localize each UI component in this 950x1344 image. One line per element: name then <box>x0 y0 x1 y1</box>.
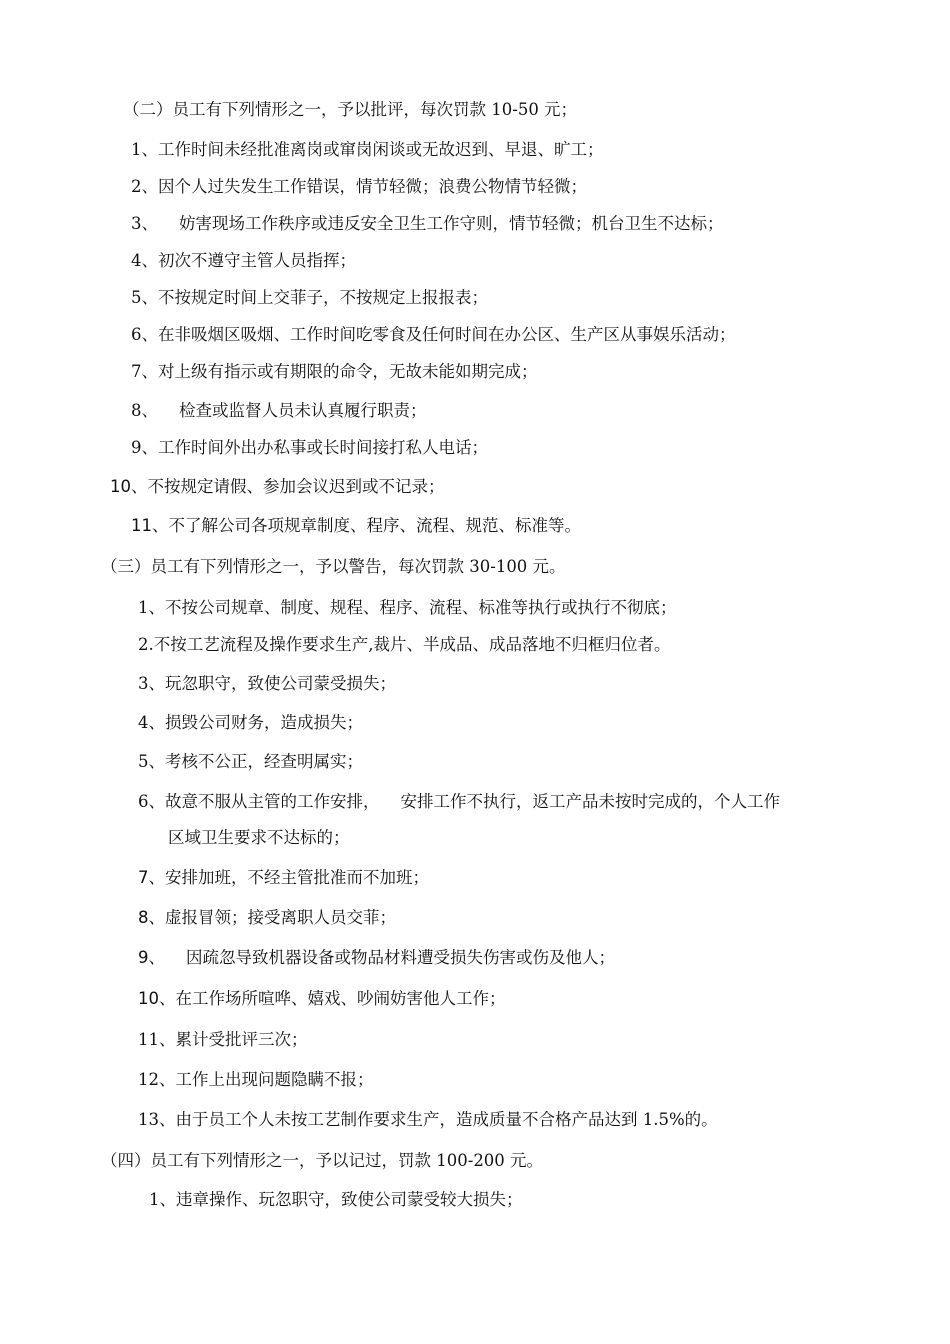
list-item: 11、不了解公司各项规章制度、程序、流程、规范、标准等。 <box>131 516 581 535</box>
section-heading-3: （三）员工有下列情形之一，予以警告，每次罚款 30-100 元。 <box>101 557 566 576</box>
list-item: 1、违章操作、玩忽职守，致使公司蒙受较大损失； <box>149 1190 523 1209</box>
list-item: 8、虚报冒领；接受离职人员交菲； <box>138 908 396 927</box>
list-item: 11、累计受批评三次； <box>138 1030 308 1049</box>
list-item: 10、不按规定请假、参加会议迟到或不记录； <box>110 477 445 496</box>
list-item: 6、故意不服从主管的工作安排， 安排工作不执行，返工产品未按时完成的，个人工作 <box>138 792 780 811</box>
list-item: 1、不按公司规章、制度、规程、程序、流程、标准等执行或执行不彻底； <box>138 598 677 617</box>
list-item-continuation: 区域卫生要求不达标的； <box>168 828 350 847</box>
list-item: 9、工作时间外出办私事或长时间接打私人电话； <box>131 438 488 457</box>
list-item: 5、不按规定时间上交菲子，不按规定上报报表； <box>131 288 488 307</box>
list-item: 7、安排加班，不经主管批准而不加班； <box>138 868 429 887</box>
list-item: 6、在非吸烟区吸烟、工作时间吃零食及任何时间在办公区、生产区从事娱乐活动； <box>131 325 736 344</box>
list-item: 13、由于员工个人未按工艺制作要求生产，造成质量不合格产品达到 1.5%的。 <box>138 1110 718 1129</box>
list-item: 4、初次不遵守主管人员指挥； <box>131 251 356 270</box>
list-item: 2、因个人过失发生工作错误，情节轻微；浪费公物情节轻微； <box>131 177 587 196</box>
list-item: 7、对上级有指示或有期限的命令，无故未能如期完成； <box>131 362 538 381</box>
section-heading-4: （四）员工有下列情形之一，予以记过，罚款 100-200 元。 <box>101 1151 544 1170</box>
list-item: 3、 妨害现场工作秩序或违反安全卫生工作守则，情节轻微；机台卫生不达标； <box>131 214 724 233</box>
list-item: 12、工作上出现问题隐瞒不报； <box>138 1070 374 1089</box>
list-item: 9、 因疏忽导致机器设备或物品材料遭受损失伤害或伤及他人； <box>138 948 615 967</box>
list-item: 8、 检查或监督人员未认真履行职责； <box>131 401 427 420</box>
list-item: 10、在工作场所喧哗、嬉戏、吵闹妨害他人工作； <box>138 989 506 1008</box>
list-item: 3、玩忽职守，致使公司蒙受损失； <box>138 674 396 693</box>
list-item: 4、损毁公司财务，造成损失； <box>138 713 363 732</box>
section-heading-2: （二）员工有下列情形之一，予以批评，每次罚款 10-50 元； <box>123 100 578 119</box>
list-item: 5、考核不公正，经查明属实； <box>138 752 363 771</box>
list-item: 1、工作时间未经批准离岗或窜岗闲谈或无故迟到、早退、旷工； <box>131 140 604 159</box>
list-item: 2.不按工艺流程及操作要求生产,裁片、半成品、成品落地不归框归位者。 <box>138 635 671 654</box>
